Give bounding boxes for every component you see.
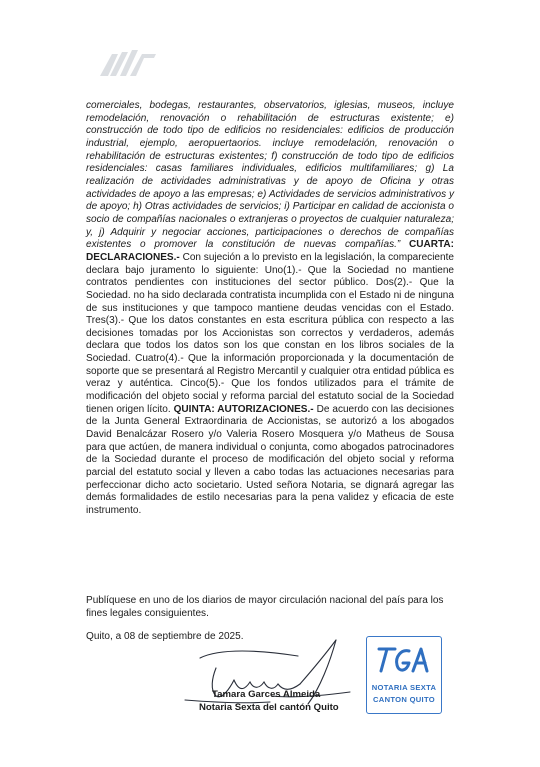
clause-quinta-heading: QUINTA: AUTORIZACIONES.-: [170, 403, 314, 415]
stamp-text-notaria: NOTARIA SEXTA: [371, 683, 437, 692]
stamp-text-canton: CANTON QUITO: [373, 695, 435, 704]
clause-cuarta-heading: CUARTA: DECLARACIONES.-: [86, 239, 454, 263]
publication-note: Publíquese en uno de los diarios de mayor circulación nacional del país para los fines legales consiguientes.: [86, 595, 444, 619]
signatory-name: Tamara Garces Almeida: [212, 689, 321, 700]
clause-tercera-tail: comerciales, bodegas, restaurantes, observatorios, iglesias, museos, incluye remodelación, renovación o rehabilitación de estructuras existente; e) construcción de todo tipo de edificios no residenciales: edificios de producción industrial, ejemplo, aeropuertaorios. incluye remodelación, renovación o rehabilitación de estructuras existentes; f) construcción de todo tipo de edificios residenciales: casas familiares individuales, edificios multifamiliares; g) La realización de actividades administrativas y de apoyo de Oficina y otras actividades de apoyo a las empresas; e) Actividades de servicios administrativos y de apoyo; h) Otras actividades de servicios; i) Participar en calidad de accionista o socio de compañías nacionales o extranjeras o proyectos de cualquier naturaleza; y, j) Adquirir y negociar acciones, participaciones o derechos de compañías existentes o promover la constitución de nuevas compañías.”: [86, 100, 454, 251]
tga-stamp-logo: [373, 643, 433, 675]
signatory-title: Notaria Sexta del cantón Quito: [199, 702, 339, 713]
clause-cuarta-body: Con sujeción a lo previsto en la legislación, la compareciente declara bajo juramento lo siguiente: Uno(1).- Que la Sociedad no mantiene contratos pendientes con instituciones del sector público. Dos(2).- Que la Sociedad. no ha sido declarada contratista incumplida con el Estado ni de ninguna de sus instituciones y que tampoco mantiene deudas vencidas con el Estado. Tres(3).- Que los datos constantes en esta escritura pública con respecto a las decisiones tomadas por los Accionistas son correctos y verdaderos, además declara que todos los datos son los que constan en los libros sociales de la Sociedad. Cuatro(4).- Que la información proporcionada y la documentación de soporte que se presentará al Registro Mercantil y cualquier otra entidad pública es veraz y auténtica. Cinco(5).- Que los fondos utilizados para el trámite de modificación del objeto social y reforma parcial del estatuto social de la Sociedad tienen origen lícito.: [86, 251, 454, 415]
document-body: [86, 100, 454, 518]
notary-stamp: [366, 636, 442, 714]
clause-quinta-body: De acuerdo con las decisiones de la Junta General Extraordinaria de Accionistas, se autorizó a los abogados David Benalcázar Rosero y/o Valeria Rosero Mosquera y/o Matheus de Sousa para que actúen, de manera individual o conjunta, como abogados patrocinadores de la Sociedad durante el proceso de modificación del objeto social y reforma parcial del estatuto social y lleven a cabo todas las actuaciones necesarias para perfeccionar dicho acto societario. Usted señora Notaria, se dignará agregar las demás formalidades de estilo necesarias para la pena validez y eficacia de este instrumento.: [86, 403, 454, 516]
document-date: Quito, a 08 de septiembre de 2025.: [86, 631, 244, 642]
tga-watermark-logo: [98, 46, 158, 86]
